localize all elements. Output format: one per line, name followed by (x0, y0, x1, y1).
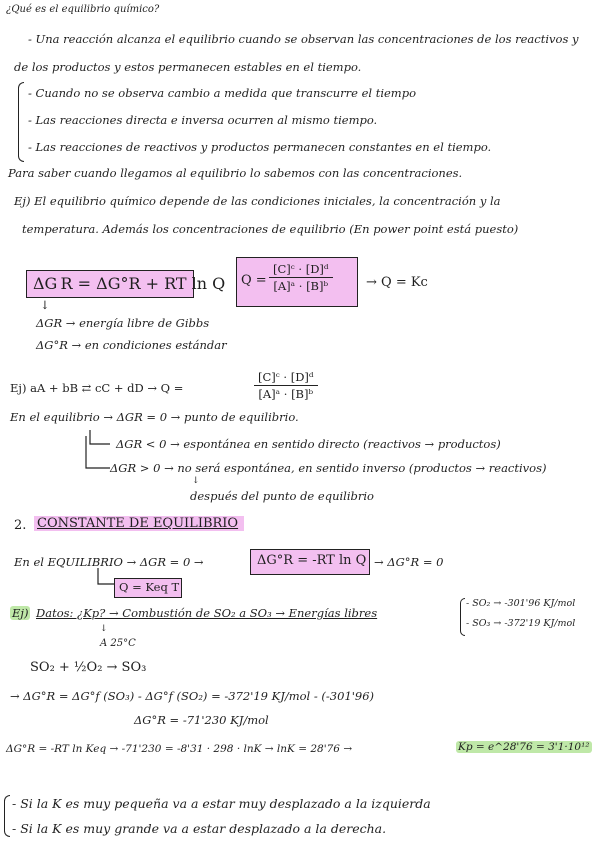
down-arrow: ↓ (40, 298, 50, 312)
energy-so2: - SO₂ → -301'96 KJ/mol (466, 598, 576, 609)
down-arrow-3: ↓ (100, 624, 108, 634)
definition-2: ΔG°R → en condiciones estándar (36, 338, 227, 352)
keq-equation: Q = Keq T (119, 580, 180, 594)
example-2-numerator: [C]ᶜ · [D]ᵈ (254, 370, 318, 386)
example-3-datos: Datos: ¿Kp? → Combustión de SO₂ a SO₃ → Energías libres (36, 606, 378, 620)
bullet-bracket (18, 82, 24, 162)
gibbs-equation-box (26, 270, 226, 298)
gibbs-equation: ΔG R = ΔG°R + RT ln Q (33, 274, 226, 293)
q-equals-kc: → Q = Kc (366, 275, 428, 290)
q-numerator: [C]ᶜ · [D]ᵈ (269, 262, 333, 278)
intro-line-2: de los productos y estos permanecen estables en el tiempo. (14, 60, 362, 74)
kp-result: Kp = e^28'76 = 3'1·10¹² (458, 741, 590, 753)
intro-line-1: - Una reacción alcanza el equilibrio cuando se observan las concentraciones de los reactivos y (28, 32, 579, 46)
bullet-2: - Las reacciones directa e inversa ocurren al mismo tiempo. (28, 113, 378, 127)
q-fraction (269, 262, 333, 293)
bullet-1: - Cuando no se observa cambio a medida que transcurre el tiempo (28, 86, 417, 100)
energy-so3: - SO₃ → -372'19 KJ/mol (466, 618, 576, 629)
example-3-label: Ej) (12, 606, 29, 620)
section-number: 2. (14, 518, 27, 533)
example-1-line-2: temperatura. Además los concentraciones de equilibrio (En power point está puesto) (22, 222, 519, 236)
q-denominator: [A]ᵃ · [B]ᵇ (273, 279, 329, 293)
definition-1: ΔGR → energía libre de Gibbs (36, 316, 210, 330)
example-2-fraction (254, 370, 318, 401)
example-2-reaction: Ej) aA + bB ⇄ cC + dD → Q = (10, 381, 184, 395)
down-arrow-2: ↓ (192, 476, 200, 486)
equilibrium-rhs: → ΔG°R = 0 (374, 555, 444, 569)
energies-bracket (460, 598, 465, 636)
calculation-2: ΔG°R = -71'230 KJ/mol (134, 713, 269, 727)
keq-box (114, 578, 182, 598)
bullet-3: - Las reacciones de reactivos y productos permanecen constantes en el tiempo. (28, 140, 492, 154)
final-calculation: ΔG°R = -RT ln Keq → -71'230 = -8'31 · 298 · lnK → lnK = 28'76 → (6, 743, 353, 755)
conclusion-bracket (4, 795, 10, 837)
para-1: Para saber cuando llegamos al equilibrio lo sabemos con las concentraciones. (8, 166, 463, 180)
question-title: ¿Qué es el equilibrio químico? (6, 4, 160, 15)
equilibrium-lhs: En el EQUILIBRIO → ΔGR = 0 → (14, 555, 204, 569)
conclusion-1: - Si la K es muy pequeña va a estar muy desplazado a la izquierda (12, 796, 431, 811)
example-2-denominator: [A]ᵃ · [B]ᵇ (258, 387, 314, 401)
example-1-label: Ej) (14, 194, 31, 208)
reaction-equation: SO₂ + ½O₂ → SO₃ (30, 660, 147, 675)
example-1-text: El equilibrio químico depende de las condiciones iniciales, la concentración y la (34, 194, 501, 208)
example-1 (14, 194, 501, 208)
q-equation-box (236, 257, 358, 307)
branch-2: ΔGR > 0 → no será espontánea, en sentido inverso (productos → reactivos) (110, 461, 547, 475)
branch-1: ΔGR < 0 → espontánea en sentido directo (reactivos → productos) (116, 437, 501, 451)
branch-2-note: después del punto de equilibrio (190, 489, 374, 503)
q-equation-lhs: Q = (241, 273, 267, 288)
section-title: CONSTANTE DE EQUILIBRIO (34, 516, 244, 531)
temperature: A 25°C (100, 638, 136, 649)
standard-gibbs-equation: ΔG°R = -RT ln Q (257, 553, 367, 568)
conclusion-2: - Si la K es muy grande va a estar desplazado a la derecha. (12, 821, 387, 836)
standard-gibbs-box (250, 549, 370, 575)
calculation-1: → ΔG°R = ΔG°f (SO₃) - ΔG°f (SO₂) = -372'19 KJ/mol - (-301'96) (10, 689, 375, 703)
keq-arrow (96, 568, 116, 590)
equilibrium-line: En el equilibrio → ΔGR = 0 → punto de equilibrio. (10, 410, 299, 424)
